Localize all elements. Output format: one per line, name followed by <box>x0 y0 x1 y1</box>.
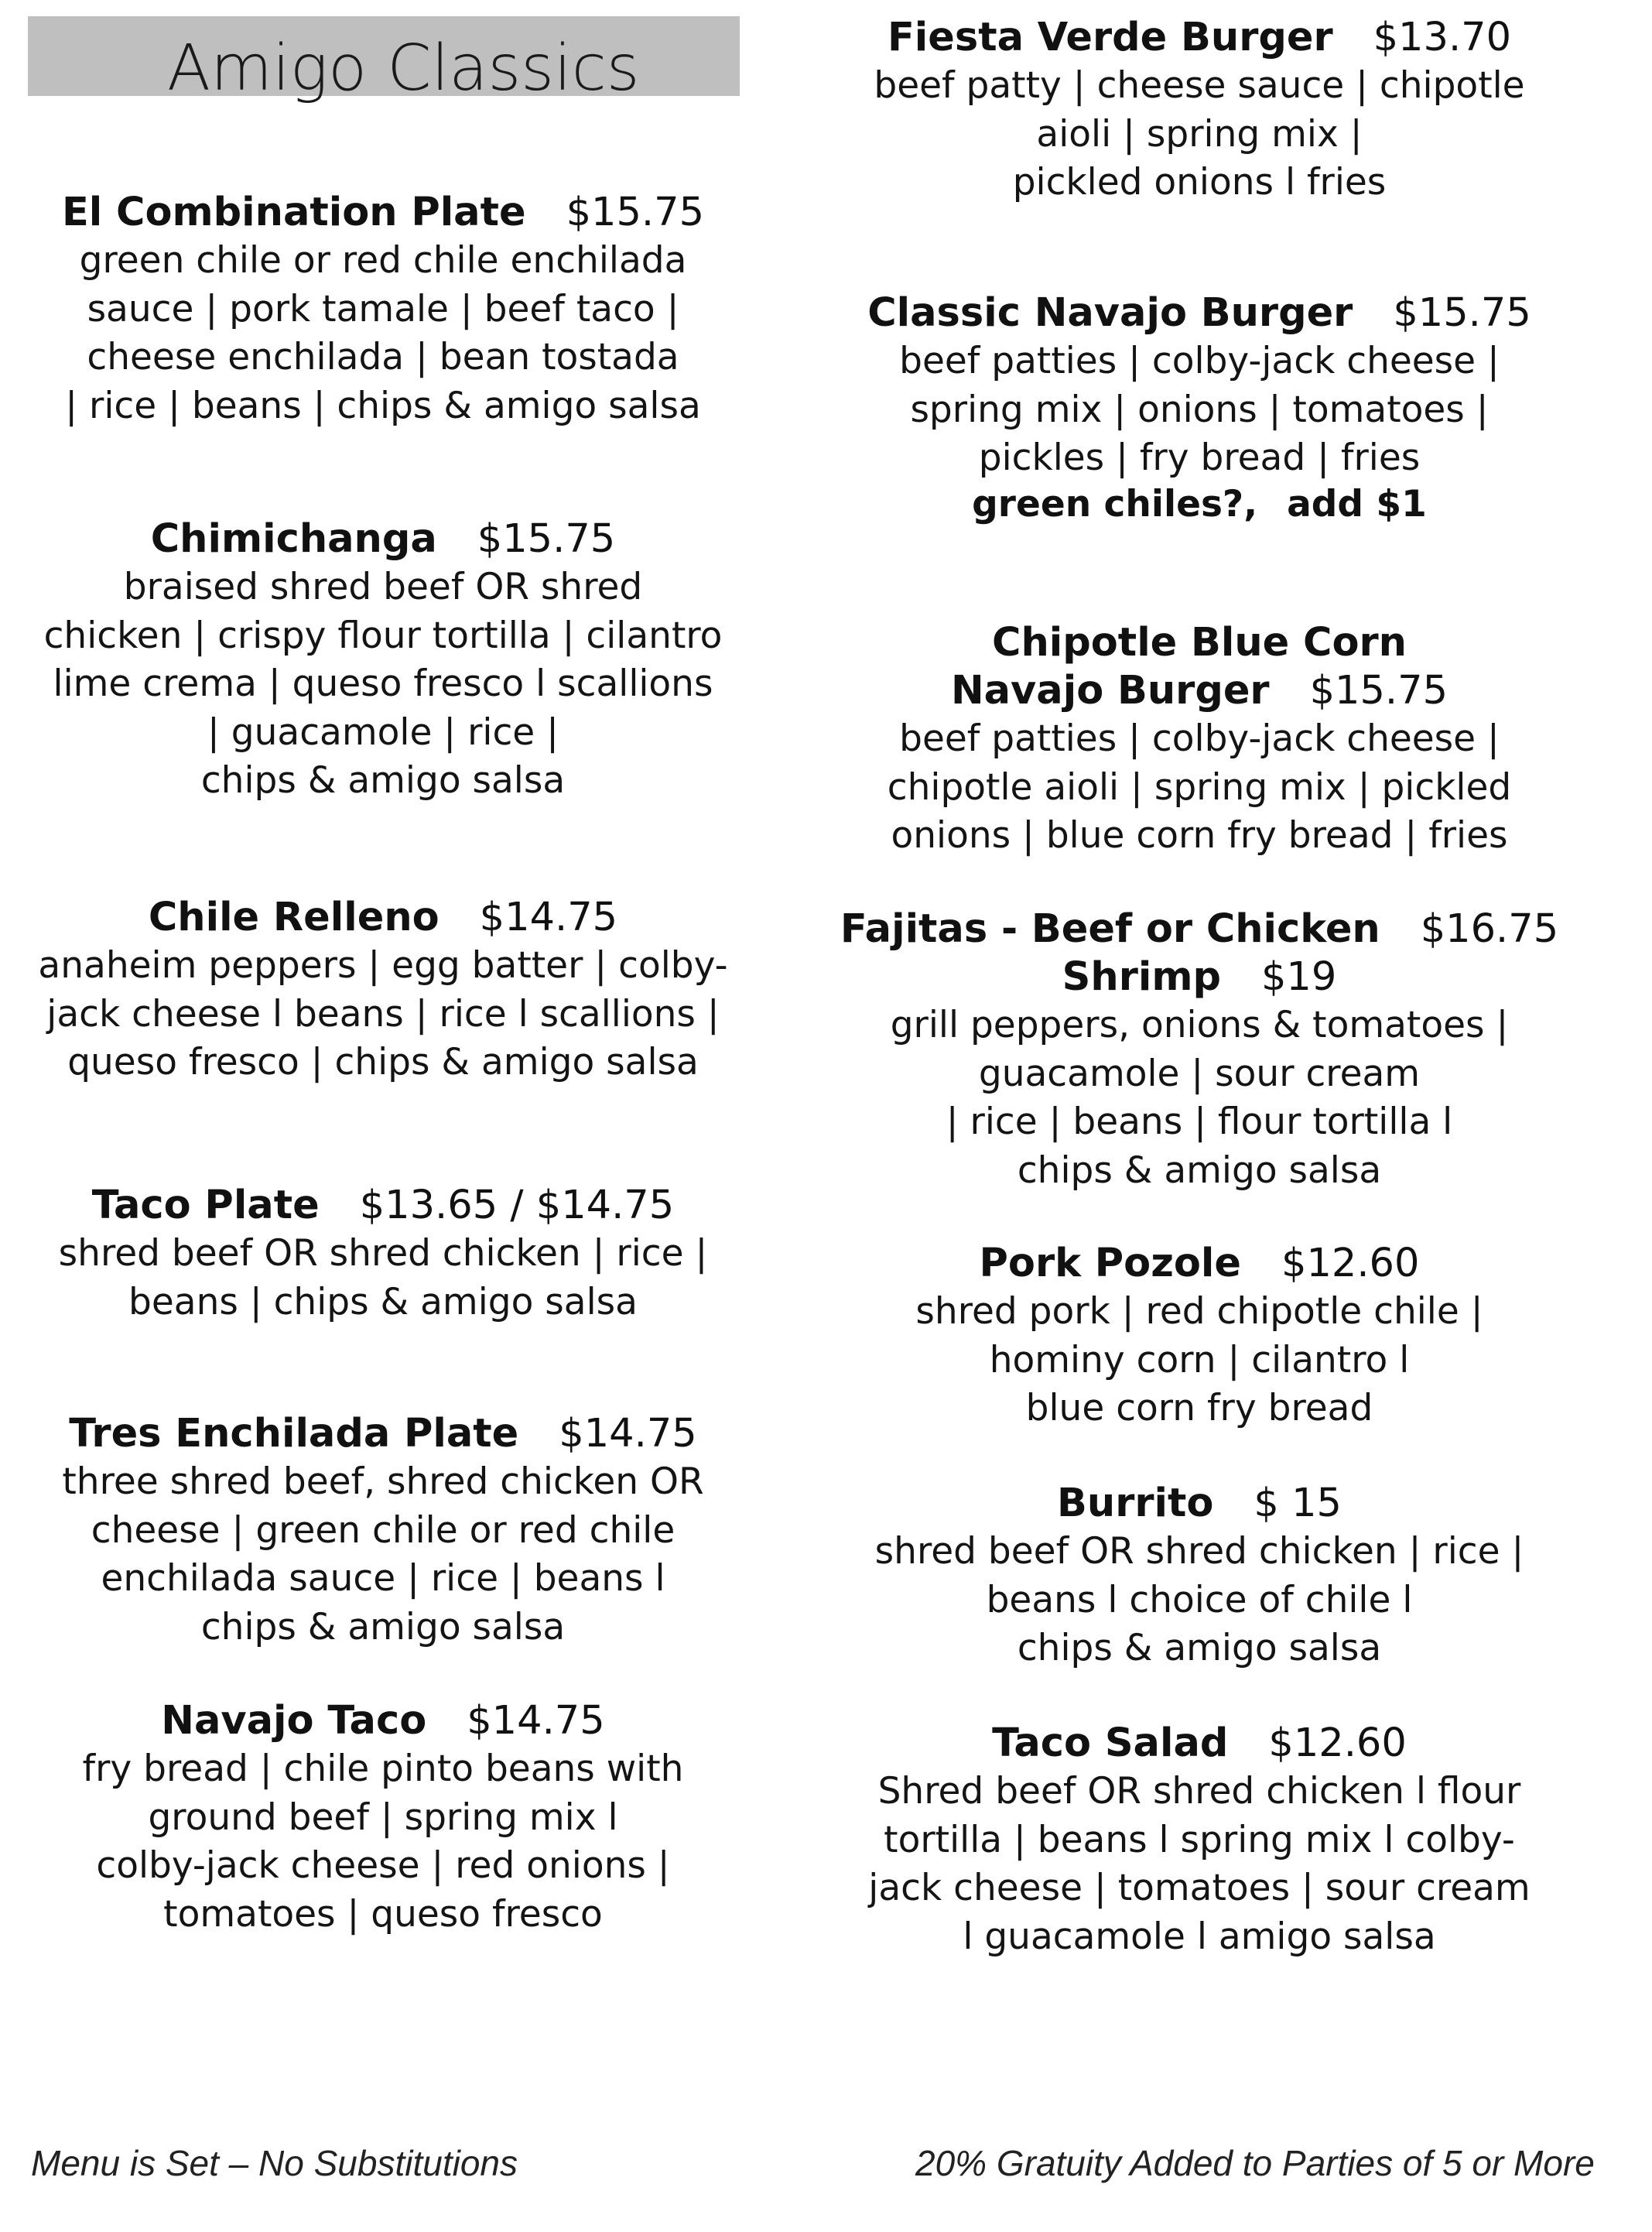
menu-item-description: grill peppers, onions & tomatoes | guacamole | sour cream | rice | beans | flour tortilla l chips & amigo salsa <box>890 1004 1509 1192</box>
menu-item-price: $15.75 <box>566 190 705 235</box>
menu-item-heading <box>0 515 766 563</box>
menu-item-pork-pozole <box>812 1240 1586 1433</box>
menu-item-description: shred beef OR shred chicken | rice | beans l choice of chile l chips & amigo salsa <box>874 1530 1524 1669</box>
menu-item-price: $12.60 <box>1268 1720 1407 1766</box>
menu-item-name: Classic Navajo Burger <box>867 290 1353 336</box>
footer-substitutions-note: Menu is Set – No Substitutions <box>31 2143 518 2183</box>
menu-item-classic-navajo-burger <box>812 289 1586 526</box>
menu-item-name-alt: Shrimp <box>1062 954 1221 1000</box>
menu-item-description: braised shred beef OR shred chicken | crispy flour tortilla | cilantro lime crema | queso fresco l scallions | guacamole | rice | chips & amigo salsa <box>43 566 723 802</box>
menu-item-description: beef patties | colby-jack cheese | spring mix | onions | tomatoes | pickles | fry bread | fries <box>899 340 1500 479</box>
menu-item-price: $15.75 <box>477 516 616 562</box>
menu-item-name: Taco Plate <box>91 1183 320 1228</box>
menu-item-heading-alt <box>812 953 1586 1001</box>
menu-item-fajitas <box>812 905 1586 1195</box>
menu-item-chipotle-blue-corn-navajo-burger <box>812 619 1586 861</box>
menu-item-chimichanga <box>0 515 766 806</box>
menu-item-heading <box>812 14 1586 62</box>
menu-item-name: Chimichanga <box>150 516 437 562</box>
menu-item-price-alt: $19 <box>1260 954 1337 1000</box>
menu-item-price: $12.60 <box>1281 1241 1420 1286</box>
addon-question: green chiles?, <box>972 482 1258 525</box>
menu-item-price: $13.65 / $14.75 <box>359 1183 675 1228</box>
menu-item-name: Chile Relleno <box>148 895 440 940</box>
menu-item-name: El Combination Plate <box>61 190 526 235</box>
menu-item-heading <box>812 289 1586 337</box>
menu-item-heading <box>0 894 766 942</box>
menu-item-heading <box>812 667 1586 715</box>
menu-item-name: Navajo Taco <box>161 1698 427 1744</box>
menu-item-heading-line1: Chipotle Blue Corn <box>992 620 1407 666</box>
menu-item-heading <box>0 1182 766 1230</box>
menu-item-name: Tres Enchilada Plate <box>69 1411 519 1457</box>
menu-item-description: shred beef OR shred chicken | rice | beans | chips & amigo salsa <box>58 1232 708 1323</box>
menu-item-price: $ 15 <box>1254 1481 1342 1526</box>
menu-item-name: Burrito <box>1057 1481 1214 1526</box>
menu-item-name: Taco Salad <box>992 1720 1229 1766</box>
addon-price: add $1 <box>1287 482 1427 525</box>
menu-item-heading <box>812 905 1586 953</box>
menu-item-taco-plate <box>0 1182 766 1327</box>
menu-item-description: Shred beef OR shred chicken l flour tortilla | beans l spring mix l colby- jack cheese | tomatoes | sour cream l guacamole l amigo salsa <box>868 1770 1531 1958</box>
menu-item-navajo-taco <box>0 1697 766 1939</box>
menu-item-price: $16.75 <box>1420 906 1559 952</box>
menu-item-price: $14.75 <box>467 1698 605 1744</box>
menu-item-heading <box>812 1240 1586 1288</box>
menu-item-burrito <box>812 1480 1586 1673</box>
menu-item-el-combination-plate <box>0 189 766 430</box>
menu-item-description: shred pork | red chipotle chile | hominy corn | cilantro l blue corn fry bread <box>915 1290 1483 1429</box>
green-chile-addon <box>812 483 1586 526</box>
menu-item-name: Navajo Burger <box>950 668 1270 714</box>
menu-item-description: fry bread | chile pinto beans with ground beef | spring mix l colby-jack cheese | red onions | tomatoes | queso fresco <box>82 1748 684 1936</box>
menu-item-description: anaheim peppers | egg batter | colby- jack cheese l beans | rice l scallions | queso fresco | chips & amigo salsa <box>38 944 728 1083</box>
menu-item-price: $14.75 <box>559 1411 697 1457</box>
menu-item-description: green chile or red chile enchilada sauce | pork tamale | beef taco | cheese enchilada | bean tostada | rice | beans | chips & amigo salsa <box>65 239 701 427</box>
menu-item-taco-salad <box>812 1720 1586 1961</box>
menu-item-fiesta-verde-burger <box>812 14 1586 207</box>
section-header <box>28 16 740 105</box>
menu-item-heading <box>0 1410 766 1458</box>
menu-item-description: three shred beef, shred chicken OR cheese | green chile or red chile enchilada sauce | rice | beans l chips & amigo salsa <box>62 1460 704 1648</box>
menu-item-description: beef patty | cheese sauce | chipotle aioli | spring mix | pickled onions l fries <box>874 64 1525 204</box>
menu-item-heading <box>0 189 766 237</box>
menu-item-heading <box>0 1697 766 1745</box>
menu-item-price: $14.75 <box>479 895 618 940</box>
footer-gratuity-note: 20% Gratuity Added to Parties of 5 or More <box>915 2143 1595 2183</box>
menu-item-tres-enchilada-plate <box>0 1410 766 1652</box>
menu-item-price: $13.70 <box>1373 15 1512 60</box>
menu-item-price: $15.75 <box>1393 290 1531 336</box>
menu-item-chile-relleno <box>0 894 766 1087</box>
menu-item-name: Fajitas - Beef or Chicken <box>840 906 1380 952</box>
menu-item-heading <box>812 1720 1586 1768</box>
menu-item-name: Fiesta Verde Burger <box>887 15 1333 60</box>
menu-item-heading <box>812 1480 1586 1528</box>
menu-item-price: $15.75 <box>1309 668 1448 714</box>
menu-item-description: beef patties | colby-jack cheese | chipotle aioli | spring mix | pickled onions | blue corn fry bread | fries <box>887 717 1512 857</box>
section-title: Amigo Classics <box>167 32 640 105</box>
menu-item-name: Pork Pozole <box>979 1241 1241 1286</box>
